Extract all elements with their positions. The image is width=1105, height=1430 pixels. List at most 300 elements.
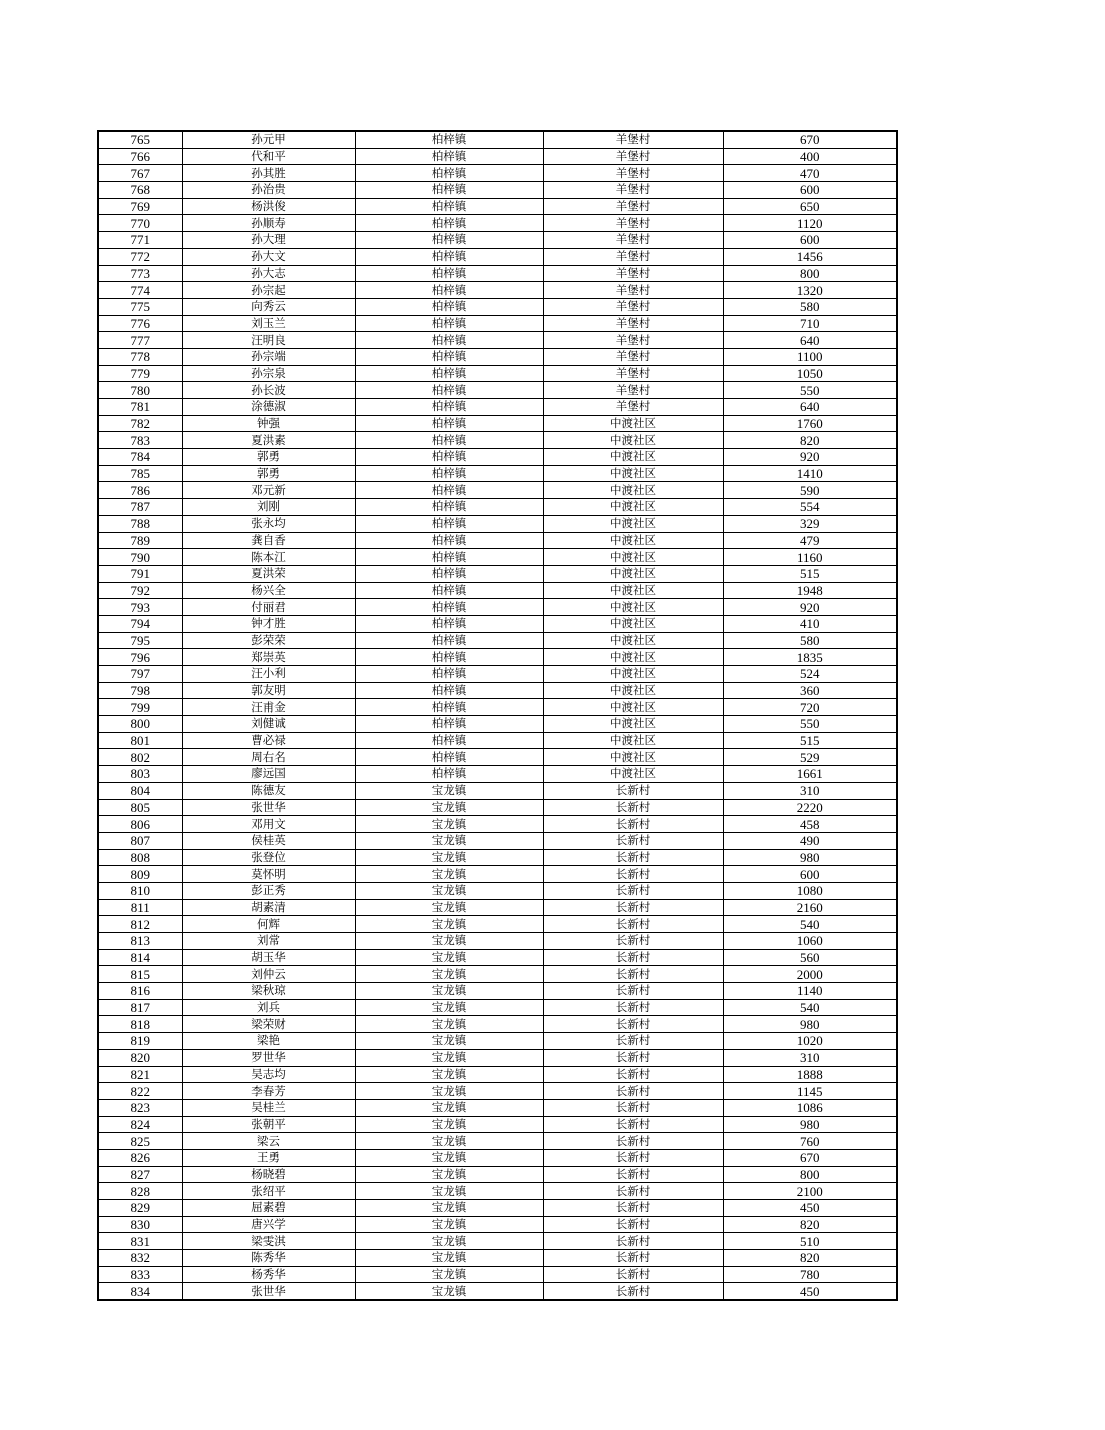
name-cell: 代和平 (182, 148, 355, 165)
amount-cell: 1120 (723, 215, 897, 232)
amount-cell: 400 (723, 148, 897, 165)
town-cell: 宝龙镇 (355, 1116, 543, 1133)
town-cell: 宝龙镇 (355, 1083, 543, 1100)
name-cell: 孙宗起 (182, 282, 355, 299)
town-cell: 宝龙镇 (355, 1233, 543, 1250)
table-row (98, 315, 897, 332)
amount-cell: 600 (723, 182, 897, 199)
village-cell: 羊堡村 (543, 399, 723, 416)
table-row (98, 1066, 897, 1083)
table-row (98, 716, 897, 733)
table-row (98, 215, 897, 232)
name-cell: 彭荣荣 (182, 632, 355, 649)
town-cell: 柏梓镇 (355, 215, 543, 232)
row-number-cell: 821 (98, 1066, 182, 1083)
amount-cell: 980 (723, 849, 897, 866)
amount-cell: 1145 (723, 1083, 897, 1100)
town-cell: 柏梓镇 (355, 649, 543, 666)
row-number-cell: 826 (98, 1149, 182, 1166)
amount-cell: 2000 (723, 966, 897, 983)
village-cell: 中渡社区 (543, 482, 723, 499)
table-body (98, 131, 897, 1300)
table-row (98, 1183, 897, 1200)
row-number-cell: 778 (98, 348, 182, 365)
name-cell: 郭勇 (182, 449, 355, 466)
village-cell: 中渡社区 (543, 532, 723, 549)
table-row (98, 515, 897, 532)
town-cell: 柏梓镇 (355, 449, 543, 466)
amount-cell: 458 (723, 816, 897, 833)
town-cell: 宝龙镇 (355, 1216, 543, 1233)
row-number-cell: 788 (98, 515, 182, 532)
village-cell: 长新村 (543, 782, 723, 799)
village-cell: 中渡社区 (543, 632, 723, 649)
amount-cell: 1140 (723, 983, 897, 1000)
table-row (98, 749, 897, 766)
town-cell: 宝龙镇 (355, 799, 543, 816)
town-cell: 柏梓镇 (355, 298, 543, 315)
table-row (98, 799, 897, 816)
village-cell: 长新村 (543, 799, 723, 816)
village-cell: 长新村 (543, 849, 723, 866)
town-cell: 柏梓镇 (355, 482, 543, 499)
town-cell: 宝龙镇 (355, 1066, 543, 1083)
row-number-cell: 766 (98, 148, 182, 165)
name-cell: 彭正秀 (182, 882, 355, 899)
row-number-cell: 787 (98, 499, 182, 516)
row-number-cell: 765 (98, 131, 182, 148)
row-number-cell: 784 (98, 449, 182, 466)
village-cell: 长新村 (543, 1233, 723, 1250)
row-number-cell: 801 (98, 732, 182, 749)
row-number-cell: 794 (98, 615, 182, 632)
village-cell: 中渡社区 (543, 415, 723, 432)
table-row (98, 1216, 897, 1233)
amount-cell: 760 (723, 1133, 897, 1150)
name-cell: 郭友明 (182, 682, 355, 699)
row-number-cell: 808 (98, 849, 182, 866)
name-cell: 刘兵 (182, 999, 355, 1016)
town-cell: 柏梓镇 (355, 399, 543, 416)
name-cell: 梁荣财 (182, 1016, 355, 1033)
town-cell: 柏梓镇 (355, 248, 543, 265)
table-row (98, 1133, 897, 1150)
amount-cell: 329 (723, 515, 897, 532)
table-row (98, 1266, 897, 1283)
name-cell: 夏洪素 (182, 432, 355, 449)
amount-cell: 410 (723, 615, 897, 632)
table-row (98, 816, 897, 833)
name-cell: 李春芳 (182, 1083, 355, 1100)
town-cell: 宝龙镇 (355, 1200, 543, 1217)
amount-cell: 820 (723, 1250, 897, 1267)
village-cell: 中渡社区 (543, 699, 723, 716)
village-cell: 中渡社区 (543, 599, 723, 616)
row-number-cell: 800 (98, 716, 182, 733)
town-cell: 柏梓镇 (355, 716, 543, 733)
village-cell: 中渡社区 (543, 582, 723, 599)
row-number-cell: 815 (98, 966, 182, 983)
amount-cell: 1410 (723, 465, 897, 482)
village-cell: 中渡社区 (543, 565, 723, 582)
town-cell: 柏梓镇 (355, 265, 543, 282)
row-number-cell: 791 (98, 565, 182, 582)
name-cell: 向秀云 (182, 298, 355, 315)
amount-cell: 550 (723, 382, 897, 399)
village-cell: 羊堡村 (543, 165, 723, 182)
town-cell: 柏梓镇 (355, 182, 543, 199)
town-cell: 柏梓镇 (355, 165, 543, 182)
name-cell: 孙大志 (182, 265, 355, 282)
name-cell: 孙宗泉 (182, 365, 355, 382)
village-cell: 长新村 (543, 933, 723, 950)
village-cell: 羊堡村 (543, 215, 723, 232)
town-cell: 柏梓镇 (355, 198, 543, 215)
amount-cell: 310 (723, 782, 897, 799)
name-cell: 夏洪荣 (182, 565, 355, 582)
name-cell: 陈本江 (182, 549, 355, 566)
name-cell: 钟强 (182, 415, 355, 432)
village-cell: 中渡社区 (543, 732, 723, 749)
row-number-cell: 810 (98, 882, 182, 899)
row-number-cell: 772 (98, 248, 182, 265)
table-row (98, 131, 897, 148)
name-cell: 孙长波 (182, 382, 355, 399)
village-cell: 中渡社区 (543, 666, 723, 683)
row-number-cell: 786 (98, 482, 182, 499)
name-cell: 郑崇英 (182, 649, 355, 666)
row-number-cell: 796 (98, 649, 182, 666)
row-number-cell: 789 (98, 532, 182, 549)
name-cell: 汪甫金 (182, 699, 355, 716)
village-cell: 羊堡村 (543, 198, 723, 215)
table-row (98, 565, 897, 582)
row-number-cell: 806 (98, 816, 182, 833)
amount-cell: 470 (723, 165, 897, 182)
amount-cell: 800 (723, 1166, 897, 1183)
table-row (98, 1233, 897, 1250)
town-cell: 宝龙镇 (355, 1149, 543, 1166)
village-cell: 羊堡村 (543, 315, 723, 332)
table-row (98, 582, 897, 599)
village-cell: 长新村 (543, 1083, 723, 1100)
village-cell: 中渡社区 (543, 716, 723, 733)
town-cell: 宝龙镇 (355, 916, 543, 933)
name-cell: 龚自香 (182, 532, 355, 549)
town-cell: 宝龙镇 (355, 1283, 543, 1300)
amount-cell: 490 (723, 832, 897, 849)
name-cell: 钟才胜 (182, 615, 355, 632)
name-cell: 张绍平 (182, 1183, 355, 1200)
name-cell: 刘刚 (182, 499, 355, 516)
row-number-cell: 798 (98, 682, 182, 699)
row-number-cell: 769 (98, 198, 182, 215)
amount-cell: 479 (723, 532, 897, 549)
row-number-cell: 818 (98, 1016, 182, 1033)
row-number-cell: 783 (98, 432, 182, 449)
amount-cell: 640 (723, 332, 897, 349)
name-cell: 廖远国 (182, 766, 355, 783)
amount-cell: 1320 (723, 282, 897, 299)
amount-cell: 529 (723, 749, 897, 766)
town-cell: 柏梓镇 (355, 732, 543, 749)
amount-cell: 600 (723, 866, 897, 883)
amount-cell: 2100 (723, 1183, 897, 1200)
village-cell: 长新村 (543, 1149, 723, 1166)
amount-cell: 1760 (723, 415, 897, 432)
amount-cell: 650 (723, 198, 897, 215)
village-cell: 长新村 (543, 1016, 723, 1033)
village-cell: 长新村 (543, 1216, 723, 1233)
name-cell: 杨洪俊 (182, 198, 355, 215)
amount-cell: 1086 (723, 1099, 897, 1116)
village-cell: 羊堡村 (543, 348, 723, 365)
row-number-cell: 814 (98, 949, 182, 966)
town-cell: 宝龙镇 (355, 1250, 543, 1267)
table-row (98, 832, 897, 849)
table-row (98, 666, 897, 683)
town-cell: 柏梓镇 (355, 499, 543, 516)
table-row (98, 415, 897, 432)
name-cell: 梁艳 (182, 1033, 355, 1050)
town-cell: 宝龙镇 (355, 966, 543, 983)
table-row (98, 148, 897, 165)
name-cell: 侯桂英 (182, 832, 355, 849)
amount-cell: 540 (723, 999, 897, 1016)
amount-cell: 920 (723, 599, 897, 616)
table-row (98, 432, 897, 449)
town-cell: 柏梓镇 (355, 549, 543, 566)
table-row (98, 766, 897, 783)
name-cell: 刘健诚 (182, 716, 355, 733)
town-cell: 宝龙镇 (355, 1099, 543, 1116)
table-row (98, 332, 897, 349)
amount-cell: 580 (723, 298, 897, 315)
town-cell: 宝龙镇 (355, 1033, 543, 1050)
town-cell: 宝龙镇 (355, 999, 543, 1016)
row-number-cell: 805 (98, 799, 182, 816)
row-number-cell: 793 (98, 599, 182, 616)
village-cell: 中渡社区 (543, 449, 723, 466)
name-cell: 张永均 (182, 515, 355, 532)
name-cell: 孙大理 (182, 232, 355, 249)
table-row (98, 1283, 897, 1300)
town-cell: 柏梓镇 (355, 582, 543, 599)
table-row (98, 399, 897, 416)
table-row (98, 449, 897, 466)
amount-cell: 1100 (723, 348, 897, 365)
name-cell: 周右名 (182, 749, 355, 766)
row-number-cell: 785 (98, 465, 182, 482)
row-number-cell: 823 (98, 1099, 182, 1116)
name-cell: 张朝平 (182, 1116, 355, 1133)
village-cell: 长新村 (543, 1133, 723, 1150)
town-cell: 柏梓镇 (355, 515, 543, 532)
name-cell: 孙元甲 (182, 131, 355, 148)
name-cell: 梁雯淇 (182, 1233, 355, 1250)
table-row (98, 882, 897, 899)
town-cell: 柏梓镇 (355, 565, 543, 582)
row-number-cell: 780 (98, 382, 182, 399)
amount-cell: 590 (723, 482, 897, 499)
data-table (97, 130, 898, 1301)
village-cell: 中渡社区 (543, 682, 723, 699)
village-cell: 羊堡村 (543, 282, 723, 299)
table-row (98, 866, 897, 883)
village-cell: 长新村 (543, 1116, 723, 1133)
town-cell: 宝龙镇 (355, 1133, 543, 1150)
village-cell: 中渡社区 (543, 499, 723, 516)
table-row (98, 983, 897, 1000)
town-cell: 柏梓镇 (355, 532, 543, 549)
table-row (98, 182, 897, 199)
table-row (98, 966, 897, 983)
table-row (98, 232, 897, 249)
village-cell: 长新村 (543, 966, 723, 983)
village-cell: 长新村 (543, 1033, 723, 1050)
name-cell: 孙治贵 (182, 182, 355, 199)
row-number-cell: 768 (98, 182, 182, 199)
table-row (98, 499, 897, 516)
amount-cell: 1661 (723, 766, 897, 783)
village-cell: 中渡社区 (543, 649, 723, 666)
amount-cell: 554 (723, 499, 897, 516)
table-row (98, 699, 897, 716)
row-number-cell: 820 (98, 1049, 182, 1066)
village-cell: 中渡社区 (543, 766, 723, 783)
amount-cell: 1050 (723, 365, 897, 382)
amount-cell: 980 (723, 1016, 897, 1033)
amount-cell: 310 (723, 1049, 897, 1066)
village-cell: 羊堡村 (543, 382, 723, 399)
row-number-cell: 770 (98, 215, 182, 232)
amount-cell: 515 (723, 565, 897, 582)
town-cell: 柏梓镇 (355, 615, 543, 632)
village-cell: 羊堡村 (543, 232, 723, 249)
row-number-cell: 816 (98, 983, 182, 1000)
name-cell: 陈秀华 (182, 1250, 355, 1267)
row-number-cell: 811 (98, 899, 182, 916)
table-row (98, 949, 897, 966)
table-row (98, 382, 897, 399)
row-number-cell: 777 (98, 332, 182, 349)
row-number-cell: 775 (98, 298, 182, 315)
town-cell: 柏梓镇 (355, 332, 543, 349)
table-row (98, 549, 897, 566)
name-cell: 汪明良 (182, 332, 355, 349)
row-number-cell: 825 (98, 1133, 182, 1150)
village-cell: 长新村 (543, 882, 723, 899)
village-cell: 长新村 (543, 866, 723, 883)
row-number-cell: 809 (98, 866, 182, 883)
table-row (98, 298, 897, 315)
row-number-cell: 833 (98, 1266, 182, 1283)
village-cell: 长新村 (543, 1283, 723, 1300)
town-cell: 宝龙镇 (355, 1266, 543, 1283)
amount-cell: 515 (723, 732, 897, 749)
town-cell: 宝龙镇 (355, 1166, 543, 1183)
row-number-cell: 822 (98, 1083, 182, 1100)
name-cell: 吴桂兰 (182, 1099, 355, 1116)
row-number-cell: 792 (98, 582, 182, 599)
amount-cell: 540 (723, 916, 897, 933)
amount-cell: 600 (723, 232, 897, 249)
village-cell: 羊堡村 (543, 131, 723, 148)
village-cell: 长新村 (543, 1166, 723, 1183)
village-cell: 中渡社区 (543, 432, 723, 449)
village-cell: 中渡社区 (543, 549, 723, 566)
row-number-cell: 771 (98, 232, 182, 249)
table-row (98, 933, 897, 950)
village-cell: 长新村 (543, 1066, 723, 1083)
table-row (98, 265, 897, 282)
village-cell: 长新村 (543, 916, 723, 933)
table-row (98, 782, 897, 799)
name-cell: 杨晓碧 (182, 1166, 355, 1183)
village-cell: 长新村 (543, 999, 723, 1016)
amount-cell: 450 (723, 1283, 897, 1300)
row-number-cell: 782 (98, 415, 182, 432)
table-row (98, 1016, 897, 1033)
amount-cell: 920 (723, 449, 897, 466)
amount-cell: 800 (723, 265, 897, 282)
row-number-cell: 799 (98, 699, 182, 716)
town-cell: 宝龙镇 (355, 816, 543, 833)
town-cell: 柏梓镇 (355, 699, 543, 716)
town-cell: 宝龙镇 (355, 1049, 543, 1066)
town-cell: 宝龙镇 (355, 1183, 543, 1200)
name-cell: 孙大文 (182, 248, 355, 265)
town-cell: 柏梓镇 (355, 282, 543, 299)
name-cell: 邓元新 (182, 482, 355, 499)
town-cell: 柏梓镇 (355, 682, 543, 699)
name-cell: 孙顺寿 (182, 215, 355, 232)
table-row (98, 198, 897, 215)
town-cell: 柏梓镇 (355, 348, 543, 365)
row-number-cell: 773 (98, 265, 182, 282)
name-cell: 张登位 (182, 849, 355, 866)
amount-cell: 580 (723, 632, 897, 649)
table-row (98, 365, 897, 382)
table-row (98, 1083, 897, 1100)
village-cell: 羊堡村 (543, 182, 723, 199)
name-cell: 刘仲云 (182, 966, 355, 983)
row-number-cell: 812 (98, 916, 182, 933)
town-cell: 柏梓镇 (355, 131, 543, 148)
table-row (98, 482, 897, 499)
table-row (98, 682, 897, 699)
village-cell: 中渡社区 (543, 465, 723, 482)
table-row (98, 849, 897, 866)
town-cell: 柏梓镇 (355, 632, 543, 649)
town-cell: 柏梓镇 (355, 365, 543, 382)
amount-cell: 720 (723, 699, 897, 716)
row-number-cell: 834 (98, 1283, 182, 1300)
name-cell: 胡素清 (182, 899, 355, 916)
row-number-cell: 829 (98, 1200, 182, 1217)
row-number-cell: 832 (98, 1250, 182, 1267)
village-cell: 羊堡村 (543, 332, 723, 349)
village-cell: 长新村 (543, 1099, 723, 1116)
name-cell: 屈素碧 (182, 1200, 355, 1217)
row-number-cell: 774 (98, 282, 182, 299)
town-cell: 柏梓镇 (355, 749, 543, 766)
village-cell: 长新村 (543, 899, 723, 916)
table-row (98, 465, 897, 482)
amount-cell: 1020 (723, 1033, 897, 1050)
town-cell: 柏梓镇 (355, 382, 543, 399)
row-number-cell: 795 (98, 632, 182, 649)
